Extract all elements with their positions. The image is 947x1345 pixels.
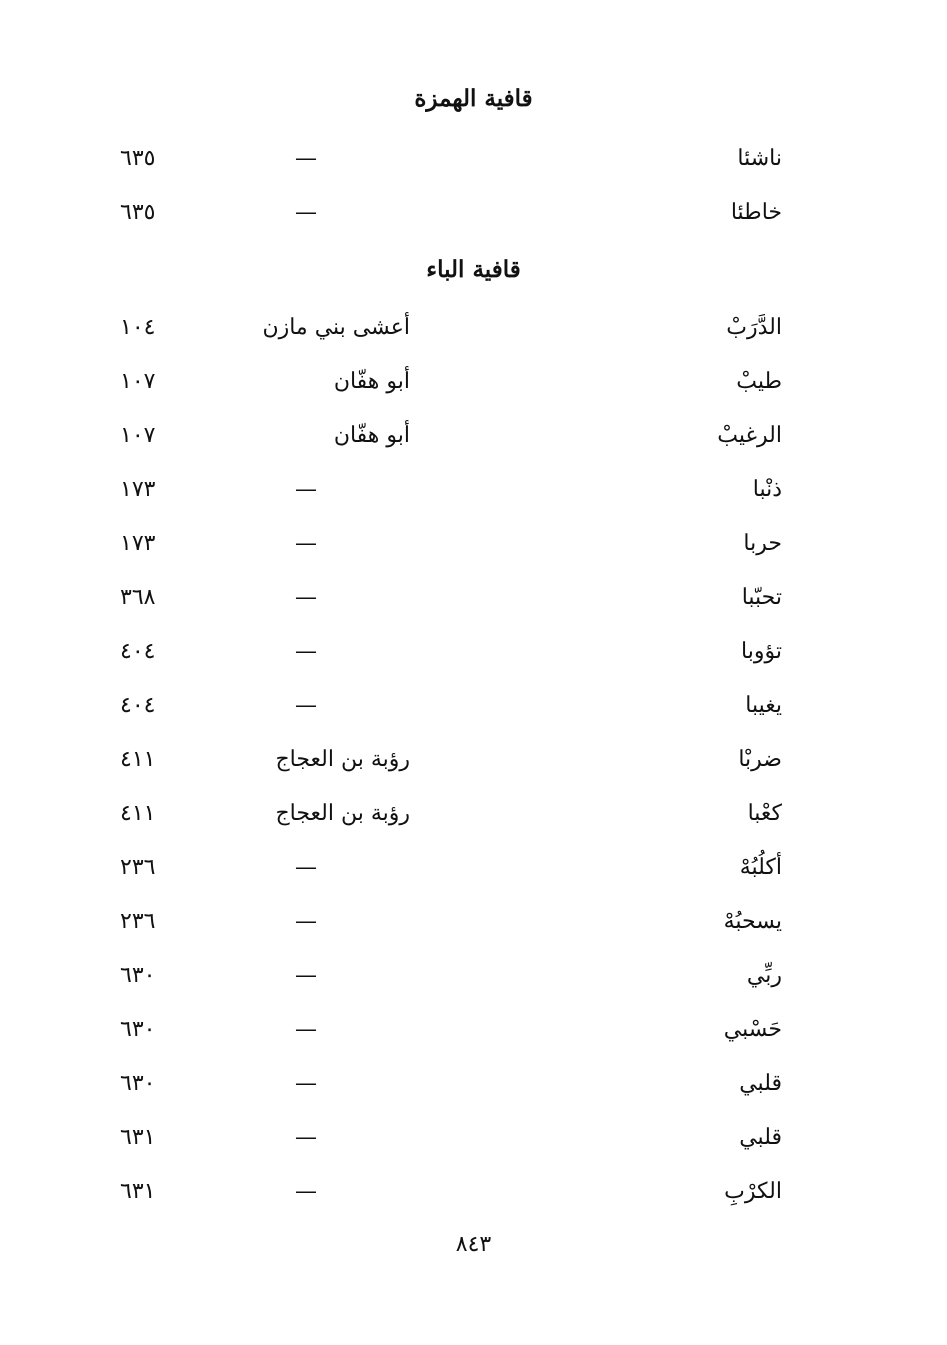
- rhyme-word: يسحبُهْ: [723, 909, 782, 934]
- rhyme-word: تؤوبا: [741, 639, 782, 664]
- poet-name: —: [295, 693, 317, 718]
- page-reference: ٦٣٥: [120, 146, 156, 171]
- rhyme-word: ذنْبا: [752, 477, 782, 502]
- page-reference: ١٧٣: [120, 531, 156, 556]
- index-entry: [0, 689, 947, 723]
- poet-name: —: [295, 1071, 317, 1096]
- poet-name: —: [295, 585, 317, 610]
- index-entry: [0, 959, 947, 993]
- index-entry: [0, 743, 947, 777]
- poet-name: أعشى بني مازن: [262, 315, 410, 340]
- page-reference: ٤٠٤: [120, 693, 156, 718]
- rhyme-word: كعْبا: [747, 801, 782, 826]
- index-entry: [0, 635, 947, 669]
- poet-name: —: [295, 477, 317, 502]
- index-entry: [0, 365, 947, 399]
- poet-name: أبو هفّان: [333, 369, 410, 394]
- index-entry: [0, 196, 947, 230]
- poet-name: —: [295, 963, 317, 988]
- rhyme-word: ناشئا: [737, 146, 782, 171]
- section-heading-ba: قافية الباء: [426, 256, 521, 283]
- rhyme-word: الدَّرَبْ: [726, 315, 782, 340]
- page-reference: ٦٣١: [120, 1179, 156, 1204]
- page-reference: ٤٠٤: [120, 639, 156, 664]
- index-entry: [0, 797, 947, 831]
- rhyme-word: ربِّي: [746, 963, 782, 988]
- index-entry: [0, 419, 947, 453]
- page-reference: ٦٣٠: [120, 963, 156, 988]
- page-reference: ٣٦٨: [120, 585, 156, 610]
- index-entry: [0, 851, 947, 885]
- poet-name: —: [295, 200, 317, 225]
- page-reference: ١٠٧: [120, 423, 156, 448]
- index-entry: [0, 473, 947, 507]
- index-entry: [0, 1013, 947, 1047]
- rhyme-word: حَسْبي: [723, 1017, 782, 1042]
- page-number: ٨٤٣: [455, 1232, 492, 1257]
- rhyme-word: يغيبا: [745, 693, 782, 718]
- index-entry: [0, 581, 947, 615]
- rhyme-word: أكلُبُهْ: [739, 855, 782, 880]
- page-reference: ٢٣٦: [120, 855, 156, 880]
- rhyme-word: الكرْبِ: [724, 1179, 782, 1204]
- rhyme-word: حربا: [743, 531, 782, 556]
- page-reference: ٦٣٠: [120, 1071, 156, 1096]
- poet-name: أبو هفّان: [333, 423, 410, 448]
- page-reference: ٤١١: [120, 747, 156, 772]
- page-reference: ١٠٧: [120, 369, 156, 394]
- page-reference: ٦٣٠: [120, 1017, 156, 1042]
- section-heading-hamza: قافية الهمزة: [414, 85, 533, 112]
- poet-name: —: [295, 1179, 317, 1204]
- page-reference: ٤١١: [120, 801, 156, 826]
- rhyme-word: طيبْ: [736, 369, 782, 394]
- index-entry: [0, 905, 947, 939]
- rhyme-word: ضربْا: [738, 747, 782, 772]
- page-reference: ٦٣٥: [120, 200, 156, 225]
- rhyme-word: الرغيبْ: [717, 423, 782, 448]
- page-reference: ٢٣٦: [120, 909, 156, 934]
- page-reference: ٦٣١: [120, 1125, 156, 1150]
- rhyme-word: تحبّبا: [741, 585, 782, 610]
- poet-name: —: [295, 1125, 317, 1150]
- poet-name: —: [295, 639, 317, 664]
- poet-name: —: [295, 855, 317, 880]
- poet-name: —: [295, 909, 317, 934]
- index-entry: [0, 142, 947, 176]
- index-entry: [0, 1067, 947, 1101]
- page-reference: ١٠٤: [120, 315, 156, 340]
- index-entry: [0, 527, 947, 561]
- page-reference: ١٧٣: [120, 477, 156, 502]
- poet-name: رؤبة بن العجاج: [275, 747, 410, 772]
- poet-name: —: [295, 146, 317, 171]
- rhyme-word: قلبي: [739, 1071, 782, 1096]
- index-entry: [0, 1121, 947, 1155]
- index-entry: [0, 311, 947, 345]
- poet-name: —: [295, 531, 317, 556]
- index-entry: [0, 1175, 947, 1209]
- poet-name: —: [295, 1017, 317, 1042]
- poet-name: رؤبة بن العجاج: [275, 801, 410, 826]
- rhyme-word: خاطئا: [730, 200, 782, 225]
- rhyme-word: قلبي: [739, 1125, 782, 1150]
